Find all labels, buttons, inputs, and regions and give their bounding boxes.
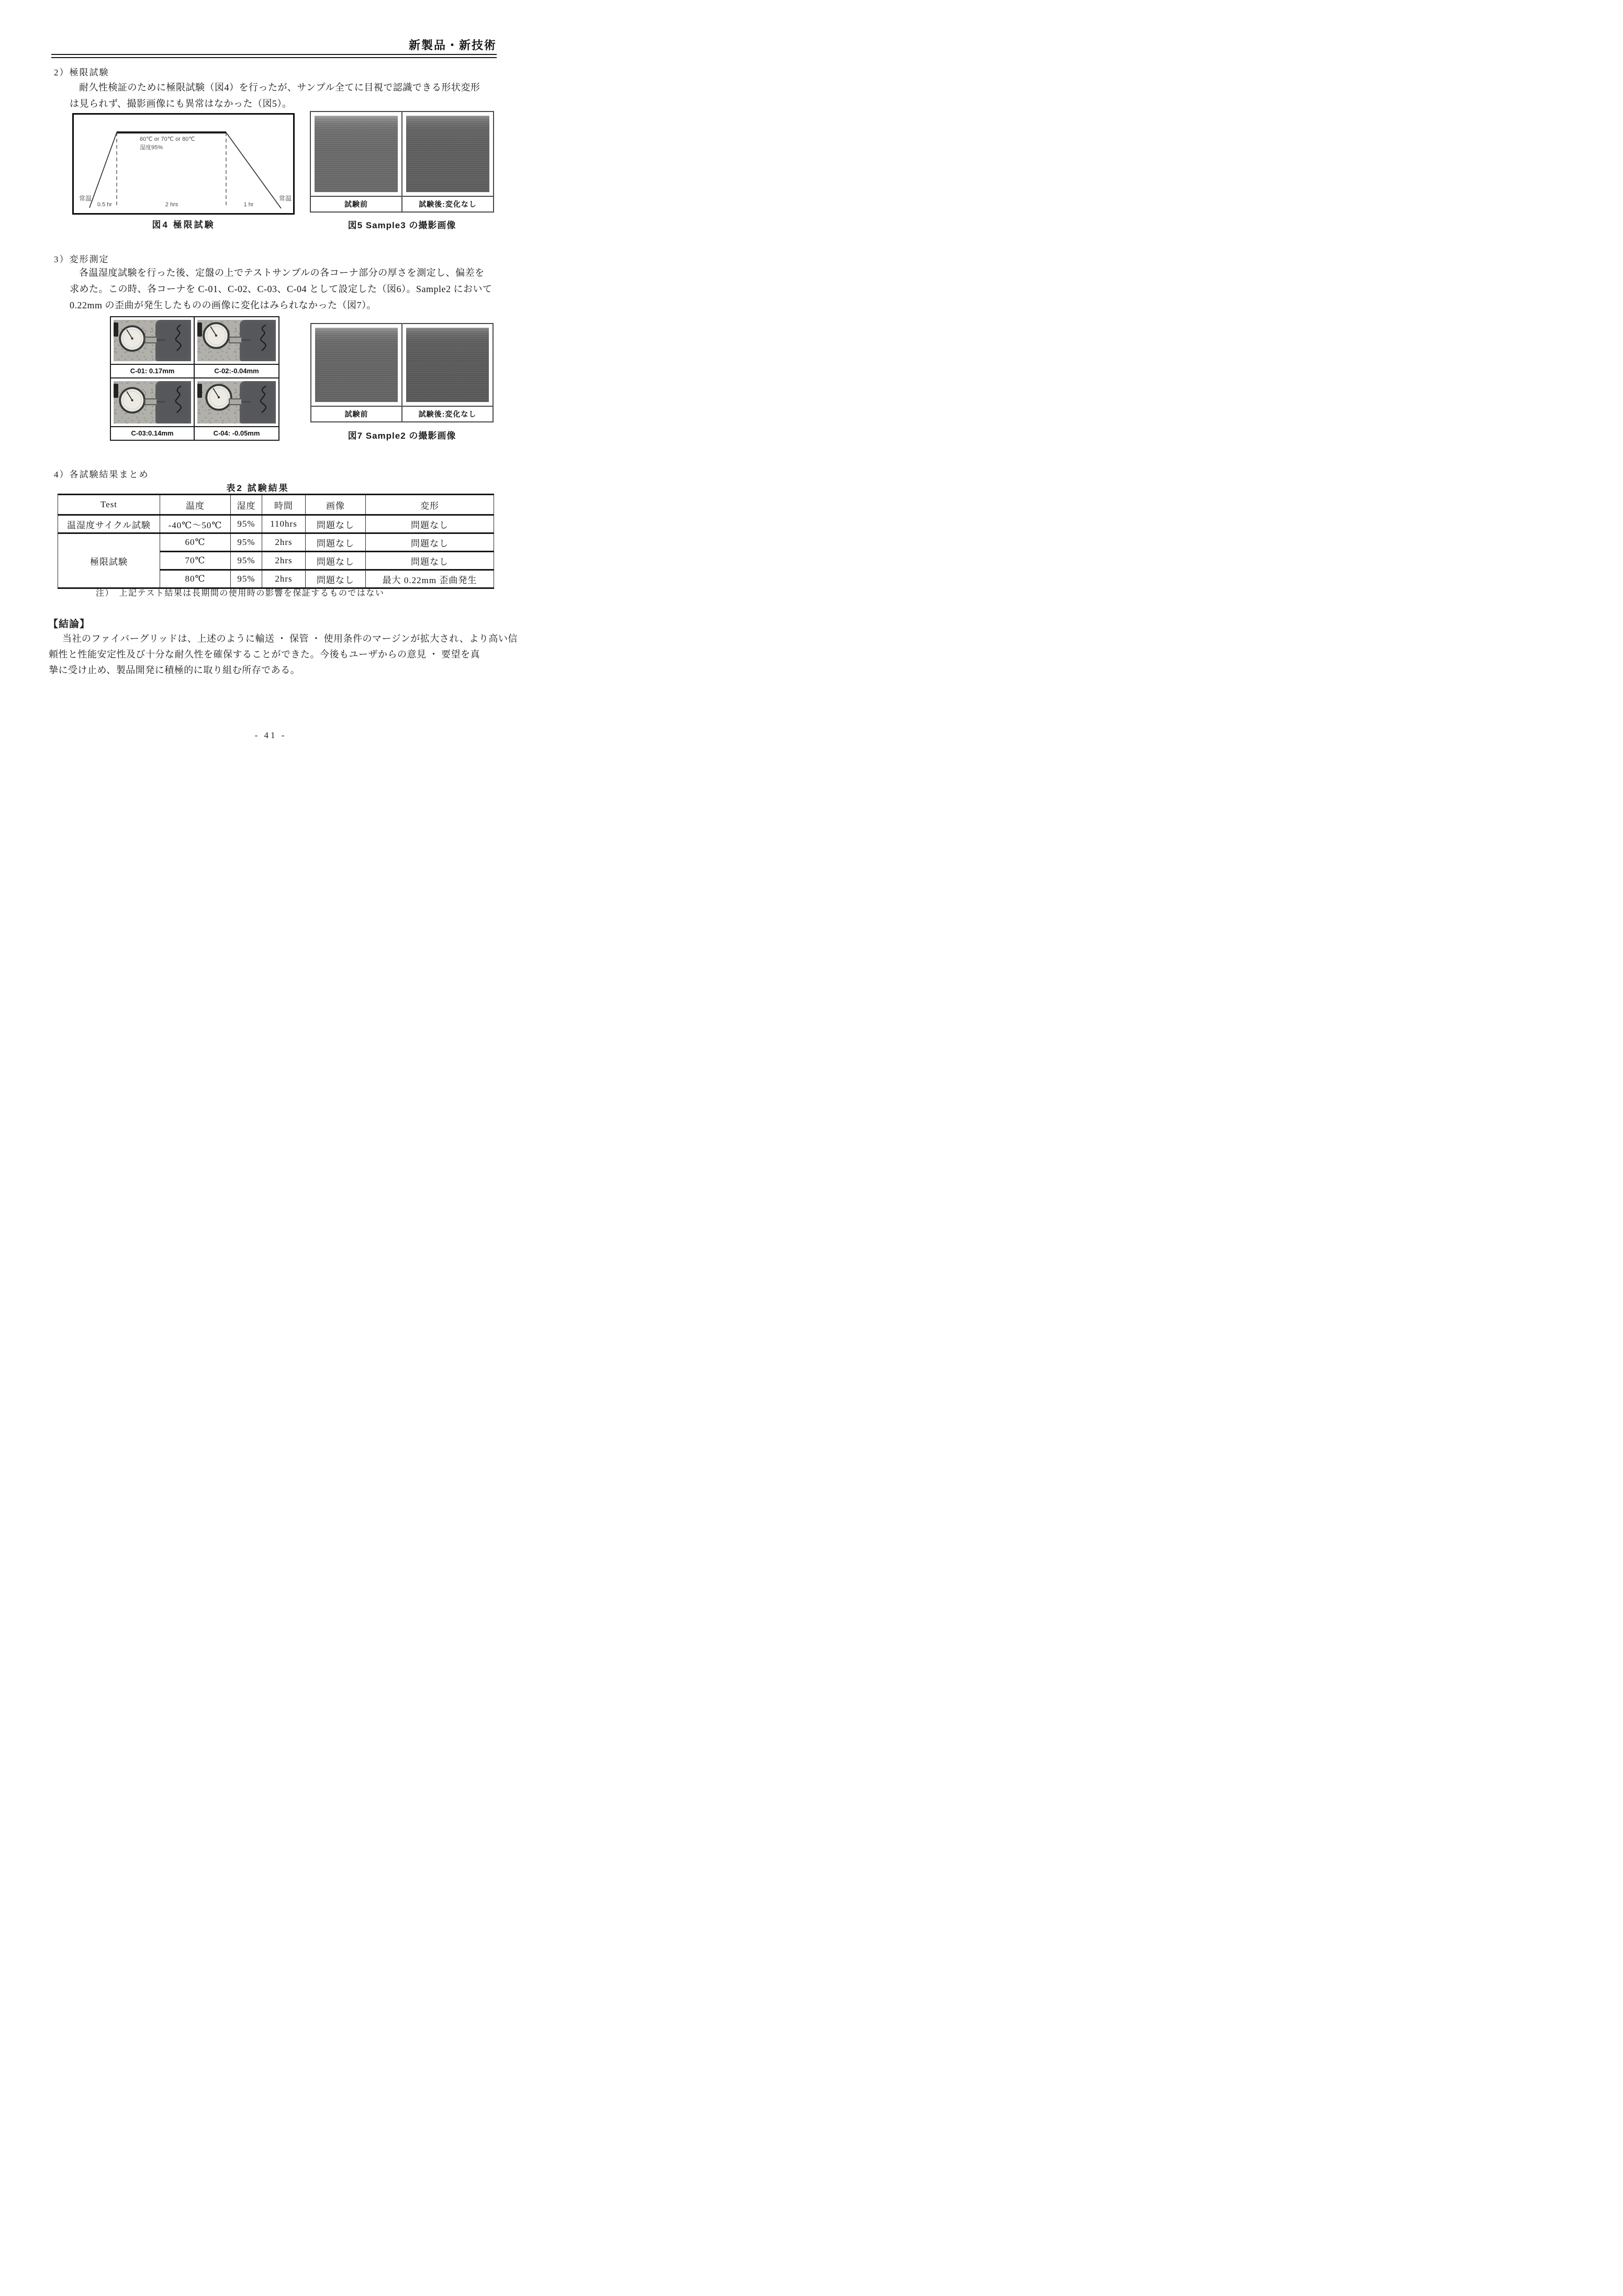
table-footnote: 注） 上記テスト結果は長期間の使用時の影響を保証するものではない [96,589,385,598]
figure7-before-column [311,324,401,421]
test-results-table [58,494,494,589]
measurement-value-label: C-01: 0.17mm [111,364,194,377]
cell-time: 110hrs [262,515,306,533]
gauge-clamp [114,322,118,337]
figure7-after-column [401,324,493,421]
cell-image-result: 問題なし [306,570,366,588]
cell-temperature: -40℃～50℃ [160,515,231,533]
dial-gauge-icon [205,383,233,411]
table-row [58,515,494,533]
paragraph-line: 0.22mm の歪曲が発生したものの画像に変化はみられなかった（図7）。 [70,300,376,310]
ramp-down-duration-label: 1 hr [243,202,254,208]
section2-paragraph [70,80,480,112]
figure5-before-column [311,112,401,211]
handwritten-mark-icon [252,322,272,353]
document-page [0,0,541,765]
profile-line [89,132,281,208]
measurement-value-label: C-04: -0.05mm [195,426,278,440]
conclusion-heading: 【結論】 [48,619,91,630]
plateau-condition-label: 60℃ or 70℃ or 80℃ [140,136,195,142]
cell-humidity: 95% [231,515,262,533]
measurement-value-label: C-02:-0.04mm [195,364,278,377]
photo-label-after: 試験後:変化なし [402,196,493,211]
col-header-deformation: 変形 [366,495,494,515]
gauge-pointer [157,401,165,403]
gauge-pointer [241,401,250,403]
cell-image-result: 問題なし [306,533,366,552]
paragraph-line: 各温湿度試験を行った後、定盤の上でテストサンプルの各コーナ部分の厚さを測定し、偏差を [79,268,485,278]
cell-image-result: 問題なし [306,552,366,570]
sample-photo-before [315,116,398,192]
paragraph-line: 頼性と性能安定性及び十分な耐久性を確保することができた。今後もユーザからの意見 ・ 要望を真 [49,649,480,660]
room-temp-label-right: 常温 [278,195,292,202]
figure5-photo-comparison [310,111,494,213]
handwritten-mark-icon [167,322,187,353]
figure7-photo-comparison [310,323,494,422]
temperature-profile-chart [74,115,293,213]
gauge-stem [229,337,242,343]
dial-gauge-photo [114,320,191,361]
measurement-cell-c02 [195,317,278,378]
measurement-value-label: C-03:0.14mm [111,426,194,440]
gauge-clamp [197,322,202,337]
dial-gauge-photo [197,381,276,423]
figure4-caption: 図4 極限試験 [152,220,215,230]
cell-deformation-result: 問題なし [366,515,494,533]
gauge-pointer [241,339,250,341]
cell-test-name: 温湿度サイクル試験 [58,515,160,533]
gauge-stem [229,398,242,405]
col-header-time: 時間 [262,495,306,515]
photo-label-after: 試験後:変化なし [402,406,493,421]
cell-humidity: 95% [231,570,262,588]
journal-header-title: 新製品・新技術 [408,39,497,52]
dial-gauge-photo [114,381,191,423]
cell-temperature: 60℃ [160,533,231,552]
gauge-stem [144,398,158,405]
cell-time: 2hrs [262,533,306,552]
cell-temperature: 70℃ [160,552,231,570]
section3-heading: 3）変形測定 [54,254,109,264]
page-number: - 41 - [254,730,287,740]
cell-time: 2hrs [262,570,306,588]
col-header-test: Test [58,495,160,515]
figure4-limit-test-chart [72,113,295,215]
paragraph-line: 当社のファイバーグリッドは、上述のように輸送 ・ 保管 ・ 使用条件のマージンが拡大され、より高い信 [62,633,518,644]
col-header-image: 画像 [306,495,366,515]
handwritten-mark-icon [252,384,272,415]
paragraph-line: 耐久性検証のために極限試験（図4）を行ったが、サンプル全てに目視で認識できる形状変形 [79,82,480,93]
room-temp-label-left: 常温 [79,195,92,202]
cell-deformation-result: 最大 0.22mm 歪曲発生 [366,570,494,588]
plateau-humidity-label: 湿度95% [140,144,163,151]
hold-duration-label: 2 hrs [165,202,178,208]
figure7-caption: 図7 Sample2 の撮影画像 [348,431,456,441]
measurement-cell-c01 [111,317,195,378]
gauge-clamp [114,384,118,398]
cell-deformation-result: 問題なし [366,552,494,570]
dial-gauge-icon [202,321,230,350]
col-header-temperature: 温度 [160,495,231,515]
gauge-pointer [157,339,165,341]
measurement-cell-c03 [111,378,195,440]
cell-test-name-merged: 極限試験 [58,533,160,588]
table-header-row [58,495,494,515]
paragraph-line: は見られず、撮影画像にも異常はなかった（図5）。 [70,98,292,109]
gauge-clamp [197,384,202,398]
table2-title: 表2 試験結果 [226,483,289,493]
section2-heading: 2）極限試験 [54,68,109,77]
paragraph-line: 求めた。この時、各コーナを C-01、C-02、C-03、C-04 として設定した（図6）。Sample2 において [70,284,493,294]
sample-photo-after [406,328,489,402]
section4-heading: 4）各試験結果まとめ [54,470,149,480]
dial-gauge-photo [197,320,276,361]
photo-label-before: 試験前 [311,196,401,211]
figure5-caption: 図5 Sample3 の撮影画像 [348,220,456,230]
handwritten-mark-icon [167,384,187,415]
col-header-humidity: 湿度 [231,495,262,515]
gauge-stem [144,337,158,343]
measurement-cell-c04 [195,378,278,440]
dial-gauge-icon [118,325,146,352]
conclusion-paragraph [49,631,518,678]
ramp-up-duration-label: 0.5 hr [97,202,113,208]
figure5-after-column [401,112,493,211]
photo-label-before: 試験前 [311,406,401,421]
figure6-corner-measurement-grid [110,316,279,441]
sample-photo-before [315,328,398,402]
table-row [58,533,494,552]
section3-paragraph [70,265,493,314]
cell-humidity: 95% [231,552,262,570]
dial-gauge-icon [118,386,146,414]
cell-image-result: 問題なし [306,515,366,533]
sample-photo-after [406,116,489,192]
cell-time: 2hrs [262,552,306,570]
paragraph-line: 摯に受け止め、製品開発に積極的に取り組む所存である。 [49,665,300,675]
cell-temperature: 80℃ [160,570,231,588]
cell-deformation-result: 問題なし [366,533,494,552]
cell-humidity: 95% [231,533,262,552]
header-double-rule [51,54,497,58]
